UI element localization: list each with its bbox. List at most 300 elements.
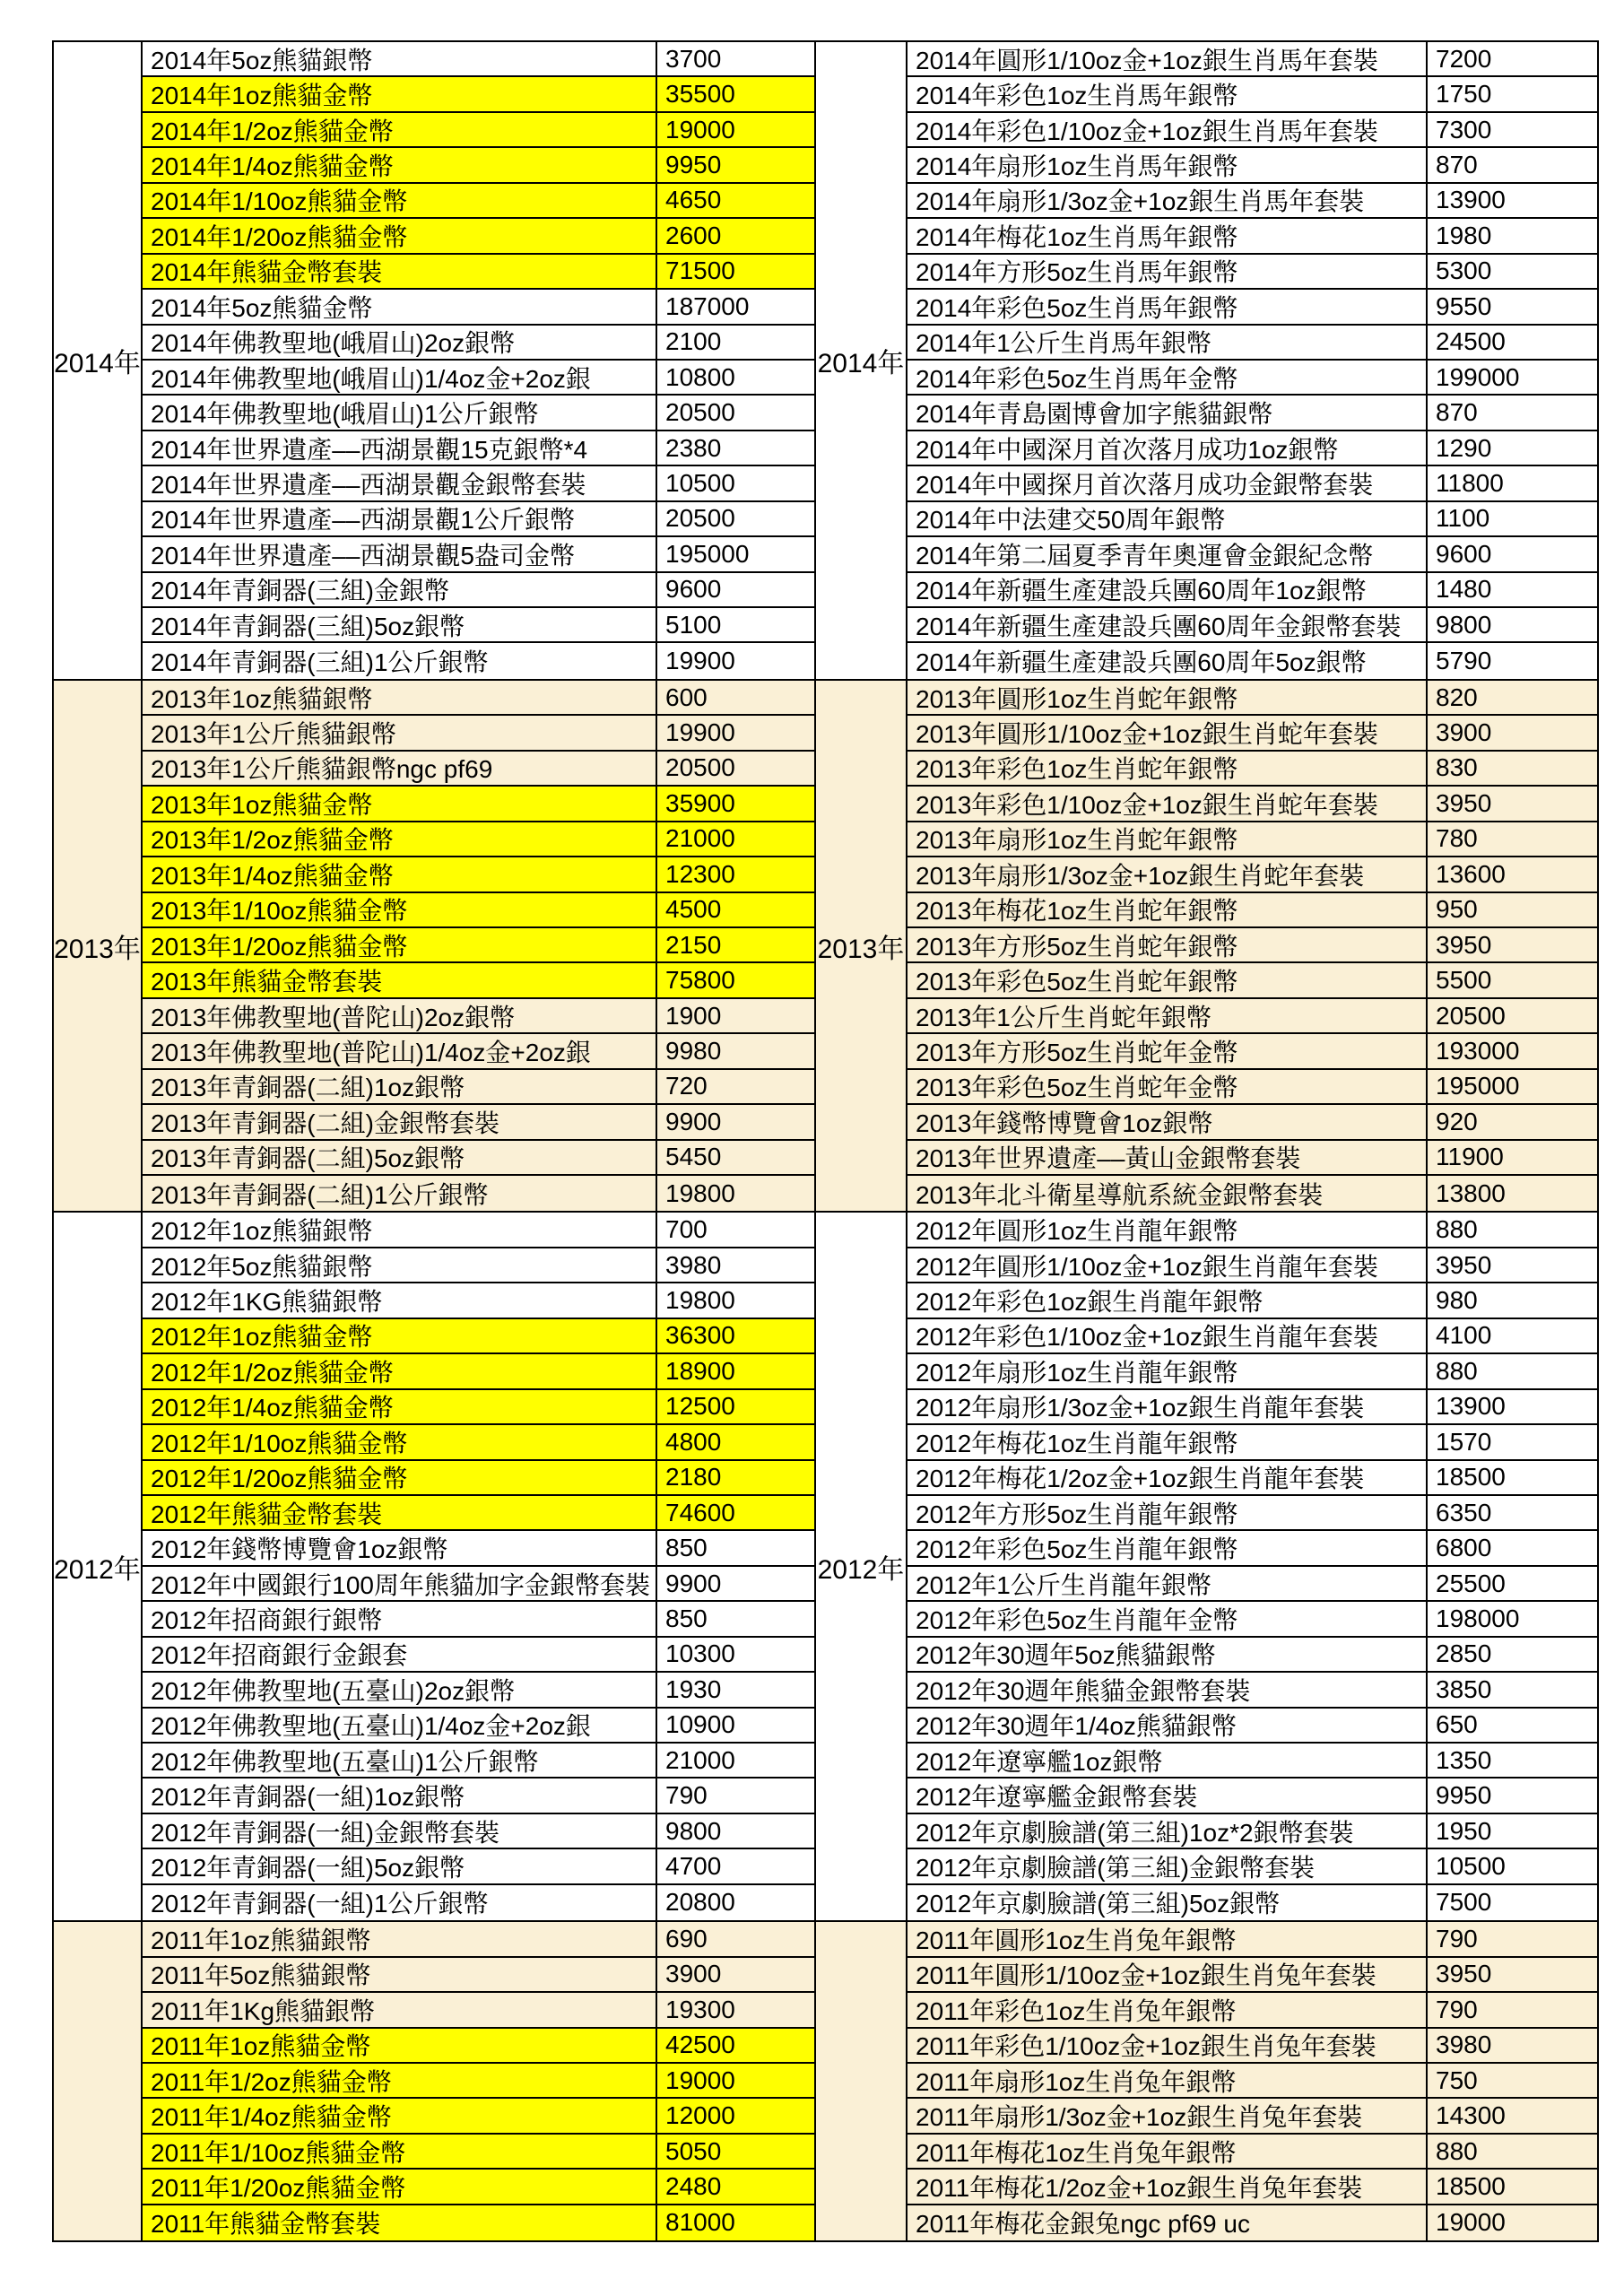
table-row — [143, 1141, 814, 1176]
table-row — [143, 893, 814, 928]
item-name-cell[interactable]: 2012年京劇臉譜(第三組)1oz*2銀幣套裝 — [908, 1814, 1428, 1848]
price-cell[interactable]: 880 — [1436, 2136, 1478, 2165]
price-cell[interactable]: 36300 — [665, 1321, 735, 1350]
table-row — [908, 963, 1597, 998]
year-label-cell[interactable]: 2013年 — [54, 681, 143, 1212]
price-cell[interactable]: 780 — [1436, 824, 1478, 853]
item-name-cell[interactable]: 2014年1oz熊貓金幣 — [143, 77, 657, 110]
price-cell[interactable]: 20500 — [665, 504, 735, 533]
item-name-cell[interactable]: 2012年佛教聖地(五臺山)1/4oz金+2oz銀 — [143, 1709, 657, 1742]
table-row — [908, 1354, 1597, 1389]
price-cell[interactable]: 12500 — [665, 1392, 735, 1421]
price-cell[interactable]: 750 — [1436, 2066, 1478, 2094]
price-cell[interactable]: 720 — [665, 1072, 708, 1100]
price-cell[interactable]: 19300 — [665, 1995, 735, 2023]
year-label-cell[interactable]: 2012年 — [816, 1213, 908, 1920]
year-section — [54, 679, 814, 1212]
price-cell[interactable]: 9550 — [1436, 291, 1492, 320]
item-name-cell[interactable]: 2013年青銅器(二組)1oz銀幣 — [143, 1070, 657, 1103]
price-cell[interactable]: 13900 — [1436, 186, 1506, 214]
price-cell[interactable]: 7300 — [1436, 115, 1492, 144]
table-row — [143, 1105, 814, 1140]
price-cell[interactable]: 3950 — [1436, 1250, 1492, 1279]
year-label-cell[interactable]: 2014年 — [816, 42, 908, 679]
item-name-cell[interactable]: 2013年1公斤生肖蛇年銀幣 — [908, 999, 1428, 1032]
item-name-cell[interactable]: 2013年1/10oz熊貓金幣 — [143, 893, 657, 926]
item-name-cell[interactable]: 2012年30週年1/4oz熊貓銀幣 — [908, 1709, 1428, 1742]
price-cell[interactable]: 700 — [665, 1215, 708, 1244]
price-cell[interactable]: 3950 — [1436, 1960, 1492, 1988]
item-name-cell[interactable]: 2014年青島園博會加字熊貓銀幣 — [908, 396, 1428, 429]
item-name-cell[interactable]: 2012年佛教聖地(五臺山)2oz銀幣 — [143, 1673, 657, 1706]
year-label-cell[interactable]: 2014年 — [54, 42, 143, 679]
price-cell[interactable]: 3700 — [665, 44, 722, 73]
price-cell[interactable]: 24500 — [1436, 327, 1506, 356]
item-name-cell[interactable]: 2013年青銅器(二組)金銀幣套裝 — [143, 1105, 657, 1138]
item-name-cell[interactable]: 2014年彩色1oz生肖馬年銀幣 — [908, 77, 1428, 110]
price-cell[interactable]: 650 — [1436, 1710, 1478, 1739]
table-row — [143, 1567, 814, 1602]
price-cell[interactable]: 3980 — [1436, 2031, 1492, 2059]
table-row — [143, 928, 814, 963]
item-name-cell[interactable]: 2011年彩色1oz生肖兔年銀幣 — [908, 1993, 1428, 2026]
item-name-cell[interactable]: 2013年1公斤熊貓銀幣 — [143, 716, 657, 749]
item-name-cell[interactable]: 2014年第二屆夏季青年奧運會金銀紀念幣 — [908, 537, 1428, 570]
price-cell[interactable]: 4700 — [665, 1852, 722, 1881]
price-cell[interactable]: 81000 — [665, 2208, 735, 2237]
price-cell[interactable]: 1750 — [1436, 80, 1492, 109]
table-row — [908, 643, 1597, 678]
item-name-cell[interactable]: 2012年彩色1oz銀生肖龍年銀幣 — [908, 1283, 1428, 1317]
price-cell[interactable]: 13900 — [1436, 1392, 1506, 1421]
price-cell[interactable]: 950 — [1436, 895, 1478, 924]
price-cell[interactable]: 4500 — [665, 895, 722, 924]
item-name-cell[interactable]: 2012年青銅器(一組)1公斤銀幣 — [143, 1885, 657, 1920]
item-name-cell[interactable]: 2013年青銅器(二組)1公斤銀幣 — [143, 1176, 657, 1211]
item-name-cell[interactable]: 2014年1/20oz熊貓金幣 — [143, 219, 657, 252]
price-cell[interactable]: 14300 — [1436, 2101, 1506, 2130]
price-cell[interactable]: 2150 — [665, 930, 722, 959]
price-cell[interactable]: 9950 — [1436, 1781, 1492, 1810]
item-name-cell[interactable]: 2012年中國銀行100周年熊貓加字金銀幣套裝 — [143, 1567, 657, 1600]
table-row — [908, 502, 1597, 537]
price-cell[interactable]: 18500 — [1436, 1463, 1506, 1492]
price-cell[interactable]: 9900 — [665, 1569, 722, 1597]
item-name-cell[interactable]: 2013年1oz熊貓金幣 — [143, 787, 657, 820]
item-name-cell[interactable]: 2013年圓形1/10oz金+1oz銀生肖蛇年套裝 — [908, 716, 1428, 749]
item-name-cell[interactable]: 2012年1/4oz熊貓金幣 — [143, 1390, 657, 1423]
section-rows — [143, 681, 814, 1212]
table-row — [908, 1176, 1597, 1211]
table-row — [143, 822, 814, 857]
item-name-cell[interactable]: 2013年青銅器(二組)5oz銀幣 — [143, 1141, 657, 1174]
item-name-cell[interactable]: 2012年1oz熊貓金幣 — [143, 1319, 657, 1352]
item-name-cell[interactable]: 2012年青銅器(一組)金銀幣套裝 — [143, 1814, 657, 1848]
price-cell[interactable]: 9980 — [665, 1036, 722, 1065]
item-name-cell[interactable]: 2013年錢幣博覽會1oz銀幣 — [908, 1105, 1428, 1138]
item-name-cell[interactable]: 2013年彩色1/10oz金+1oz銀生肖蛇年套裝 — [908, 787, 1428, 820]
table-row — [143, 681, 814, 716]
price-cell[interactable]: 2100 — [665, 327, 722, 356]
price-cell[interactable]: 18500 — [1436, 2171, 1506, 2200]
item-name-cell[interactable]: 2014年新疆生產建設兵團60周年5oz銀幣 — [908, 643, 1428, 678]
item-name-cell[interactable]: 2012年彩色5oz生肖龍年金幣 — [908, 1602, 1428, 1635]
price-cell[interactable]: 20500 — [665, 753, 735, 782]
year-section — [816, 1920, 1597, 2240]
item-name-cell[interactable]: 2012年30週年熊貓金銀幣套裝 — [908, 1673, 1428, 1706]
item-name-cell[interactable]: 2011年圓形1/10oz金+1oz銀生肖兔年套裝 — [908, 1958, 1428, 1991]
item-name-cell[interactable]: 2014年1/10oz熊貓金幣 — [143, 184, 657, 217]
price-cell[interactable]: 75800 — [665, 966, 735, 995]
price-cell[interactable]: 980 — [1436, 1286, 1478, 1315]
price-cell[interactable]: 11900 — [1436, 1143, 1504, 1171]
item-name-cell[interactable]: 2014年中國探月首次落月成功金銀幣套裝 — [908, 466, 1428, 500]
item-name-cell[interactable]: 2013年彩色1oz生肖蛇年銀幣 — [908, 752, 1428, 785]
price-cell[interactable]: 850 — [665, 1604, 708, 1632]
price-cell[interactable]: 1350 — [1436, 1745, 1492, 1774]
item-name-cell[interactable]: 2011年1/20oz熊貓金幣 — [143, 2170, 657, 2203]
item-name-cell[interactable]: 2013年佛教聖地(普陀山)1/4oz金+2oz銀 — [143, 1034, 657, 1067]
price-cell[interactable]: 18900 — [665, 1356, 735, 1385]
table-row — [908, 184, 1597, 219]
price-cell[interactable]: 19000 — [665, 2066, 735, 2094]
price-cell[interactable]: 12000 — [665, 2101, 735, 2130]
item-name-cell[interactable]: 2013年熊貓金幣套裝 — [143, 963, 657, 996]
year-label-cell[interactable] — [816, 1922, 908, 2240]
year-label-cell[interactable]: 2012年 — [54, 1213, 143, 1920]
item-name-cell[interactable]: 2012年招商銀行銀幣 — [143, 1602, 657, 1635]
price-cell[interactable]: 10500 — [1436, 1852, 1506, 1881]
item-name-cell[interactable]: 2012年扇形1oz生肖龍年銀幣 — [908, 1354, 1428, 1387]
table-row — [143, 643, 814, 678]
price-cell[interactable]: 790 — [665, 1781, 708, 1810]
table-row — [143, 963, 814, 998]
item-name-cell[interactable]: 2011年扇形1oz生肖兔年銀幣 — [908, 2064, 1428, 2097]
item-name-cell[interactable]: 2012年圓形1/10oz金+1oz銀生肖龍年套裝 — [908, 1248, 1428, 1282]
price-cell[interactable]: 10500 — [665, 468, 735, 497]
item-name-cell[interactable]: 2014年世界遺產––西湖景觀5盎司金幣 — [143, 537, 657, 570]
item-name-cell[interactable]: 2014年彩色5oz生肖馬年金幣 — [908, 361, 1428, 394]
price-cell[interactable]: 187000 — [665, 291, 750, 320]
item-name-cell[interactable]: 2014年佛教聖地(峨眉山)1/4oz金+2oz銀 — [143, 361, 657, 394]
item-name-cell[interactable]: 2014年1/2oz熊貓金幣 — [143, 113, 657, 146]
item-name-cell[interactable]: 2014年扇形1/3oz金+1oz銀生肖馬年套裝 — [908, 184, 1428, 217]
table-row — [143, 1993, 814, 2028]
item-name-cell[interactable]: 2012年1KG熊貓銀幣 — [143, 1283, 657, 1317]
table-row — [143, 1425, 814, 1460]
price-cell[interactable]: 1570 — [1436, 1427, 1492, 1456]
table-row — [143, 290, 814, 325]
table-row — [143, 1034, 814, 1069]
item-name-cell[interactable]: 2012年梅花1oz生肖龍年銀幣 — [908, 1425, 1428, 1458]
item-name-cell[interactable]: 2013年圓形1oz生肖蛇年銀幣 — [908, 681, 1428, 714]
price-cell[interactable]: 790 — [1436, 1924, 1478, 1952]
price-cell[interactable]: 850 — [665, 1534, 708, 1562]
price-cell[interactable]: 1950 — [1436, 1816, 1492, 1845]
price-cell[interactable]: 9600 — [1436, 539, 1492, 568]
year-label-cell[interactable] — [54, 1922, 143, 2240]
price-cell[interactable]: 7500 — [1436, 1888, 1492, 1917]
price-cell[interactable]: 19800 — [665, 1178, 735, 1207]
item-name-cell[interactable]: 2012年1/10oz熊貓金幣 — [143, 1425, 657, 1458]
price-cell[interactable]: 6350 — [1436, 1498, 1492, 1526]
price-cell[interactable]: 195000 — [1436, 1072, 1520, 1100]
price-cell[interactable]: 19900 — [665, 647, 735, 675]
price-cell[interactable]: 1930 — [665, 1674, 722, 1703]
price-cell[interactable]: 7200 — [1436, 44, 1492, 73]
table-row — [143, 1602, 814, 1637]
item-name-cell[interactable]: 2011年梅花金銀兔ngc pf69 uc — [908, 2205, 1428, 2240]
item-name-cell[interactable]: 2012年錢幣博覽會1oz銀幣 — [143, 1531, 657, 1564]
item-name-cell[interactable]: 2013年1/2oz熊貓金幣 — [143, 822, 657, 856]
price-cell[interactable]: 4800 — [665, 1427, 722, 1456]
price-cell[interactable]: 20500 — [665, 398, 735, 427]
price-cell[interactable]: 20800 — [665, 1888, 735, 1917]
section-rows — [143, 1922, 814, 2240]
price-cell[interactable]: 12300 — [665, 859, 735, 888]
item-name-cell[interactable]: 2013年扇形1oz生肖蛇年銀幣 — [908, 822, 1428, 856]
item-name-cell[interactable]: 2012年1公斤生肖龍年銀幣 — [908, 1567, 1428, 1600]
price-cell[interactable]: 790 — [1436, 1995, 1478, 2023]
price-cell[interactable]: 74600 — [665, 1498, 735, 1526]
price-cell[interactable]: 600 — [665, 683, 708, 711]
item-name-cell[interactable]: 2011年梅花1oz生肖兔年銀幣 — [908, 2135, 1428, 2168]
price-cell[interactable]: 9950 — [665, 151, 722, 179]
price-cell[interactable]: 2180 — [665, 1463, 722, 1492]
item-name-cell[interactable]: 2012年扇形1/3oz金+1oz銀生肖龍年套裝 — [908, 1390, 1428, 1423]
item-name-cell[interactable]: 2011年1Kg熊貓銀幣 — [143, 1993, 657, 2026]
item-name-cell[interactable]: 2014年中國深月首次落月成功1oz銀幣 — [908, 431, 1428, 465]
price-cell[interactable]: 1480 — [1436, 575, 1492, 604]
price-cell[interactable]: 5100 — [665, 610, 722, 639]
price-cell[interactable]: 20500 — [1436, 1001, 1506, 1030]
price-cell[interactable]: 3950 — [1436, 930, 1492, 959]
price-cell[interactable]: 5790 — [1436, 647, 1492, 675]
item-name-cell[interactable]: 2011年圓形1oz生肖兔年銀幣 — [908, 1922, 1428, 1955]
item-name-cell[interactable]: 2013年方形5oz生肖蛇年金幣 — [908, 1034, 1428, 1067]
table-row — [908, 1496, 1597, 1531]
item-name-cell[interactable]: 2014年1公斤生肖馬年銀幣 — [908, 326, 1428, 359]
price-cell[interactable]: 199000 — [1436, 362, 1520, 391]
item-name-cell[interactable]: 2014年梅花1oz生肖馬年銀幣 — [908, 219, 1428, 252]
item-name-cell[interactable]: 2014年彩色1/10oz金+1oz銀生肖馬年套裝 — [908, 113, 1428, 146]
item-name-cell[interactable]: 2011年梅花1/2oz金+1oz銀生肖兔年套裝 — [908, 2170, 1428, 2203]
item-name-cell[interactable]: 2013年世界遺產––黃山金銀幣套裝 — [908, 1141, 1428, 1174]
table-row — [908, 42, 1597, 77]
price-cell[interactable]: 19000 — [1436, 2208, 1506, 2237]
item-name-cell[interactable]: 2013年梅花1oz生肖蛇年銀幣 — [908, 893, 1428, 926]
item-name-cell[interactable]: 2012年1/2oz熊貓金幣 — [143, 1354, 657, 1387]
price-cell[interactable]: 820 — [1436, 683, 1478, 711]
item-name-cell[interactable]: 2013年方形5oz生肖蛇年銀幣 — [908, 928, 1428, 961]
price-cell[interactable]: 6800 — [1436, 1534, 1492, 1562]
price-cell[interactable]: 3850 — [1436, 1674, 1492, 1703]
table-row — [143, 1496, 814, 1531]
item-name-cell[interactable]: 2012年梅花1/2oz金+1oz銀生肖龍年套裝 — [908, 1461, 1428, 1494]
item-name-cell[interactable]: 2011年1/2oz熊貓金幣 — [143, 2064, 657, 2097]
item-name-cell[interactable]: 2012年1/20oz熊貓金幣 — [143, 1461, 657, 1494]
item-name-cell[interactable]: 2013年彩色5oz生肖蛇年金幣 — [908, 1070, 1428, 1103]
item-name-cell[interactable]: 2014年青銅器(三組)1公斤銀幣 — [143, 643, 657, 678]
price-cell[interactable]: 195000 — [665, 539, 750, 568]
item-name-cell[interactable]: 2012年佛教聖地(五臺山)1公斤銀幣 — [143, 1744, 657, 1777]
table-row — [143, 255, 814, 290]
item-name-cell[interactable]: 2014年中法建交50周年銀幣 — [908, 502, 1428, 535]
table-row — [143, 787, 814, 822]
price-cell[interactable]: 11800 — [1436, 468, 1504, 497]
price-cell[interactable]: 19000 — [665, 115, 735, 144]
price-cell[interactable]: 5050 — [665, 2136, 722, 2165]
item-name-cell[interactable]: 2012年30週年5oz熊貓銀幣 — [908, 1638, 1428, 1671]
price-cell[interactable]: 10900 — [665, 1710, 735, 1739]
table-row — [908, 1105, 1597, 1140]
price-cell[interactable]: 4100 — [1436, 1321, 1492, 1350]
table-row — [143, 2170, 814, 2205]
item-name-cell[interactable]: 2014年熊貓金幣套裝 — [143, 255, 657, 288]
item-name-cell[interactable]: 2014年扇形1oz生肖馬年銀幣 — [908, 148, 1428, 181]
table-row — [143, 326, 814, 361]
item-name-cell[interactable]: 2014年5oz熊貓金幣 — [143, 290, 657, 323]
item-name-cell[interactable]: 2012年1oz熊貓銀幣 — [143, 1213, 657, 1246]
price-cell[interactable]: 870 — [1436, 151, 1478, 179]
item-name-cell[interactable]: 2012年方形5oz生肖龍年銀幣 — [908, 1496, 1428, 1529]
price-cell[interactable]: 10800 — [665, 362, 735, 391]
price-cell[interactable]: 193000 — [1436, 1036, 1520, 1065]
price-cell[interactable]: 2380 — [665, 433, 722, 462]
price-cell[interactable]: 2480 — [665, 2171, 722, 2200]
table-row — [143, 1390, 814, 1425]
price-cell[interactable]: 870 — [1436, 398, 1478, 427]
item-name-cell[interactable]: 2014年5oz熊貓銀幣 — [143, 42, 657, 75]
item-name-cell[interactable]: 2013年1/20oz熊貓金幣 — [143, 928, 657, 961]
price-cell[interactable]: 920 — [1436, 1107, 1478, 1135]
price-cell[interactable]: 3980 — [665, 1250, 722, 1279]
price-cell[interactable]: 35500 — [665, 80, 735, 109]
item-name-cell[interactable]: 2012年遼寧艦金銀幣套裝 — [908, 1779, 1428, 1812]
item-name-cell[interactable]: 2014年彩色5oz生肖馬年銀幣 — [908, 290, 1428, 323]
price-cell[interactable]: 4650 — [665, 186, 722, 214]
item-name-cell[interactable]: 2013年彩色5oz生肖蛇年銀幣 — [908, 963, 1428, 996]
table-row — [908, 1319, 1597, 1354]
price-cell[interactable]: 19900 — [665, 718, 735, 747]
item-name-cell[interactable]: 2011年1oz熊貓金幣 — [143, 2029, 657, 2062]
item-name-cell[interactable]: 2012年彩色5oz生肖龍年銀幣 — [908, 1531, 1428, 1564]
item-name-cell[interactable]: 2013年佛教聖地(普陀山)2oz銀幣 — [143, 999, 657, 1032]
price-cell[interactable]: 880 — [1436, 1356, 1478, 1385]
item-name-cell[interactable]: 2013年1/4oz熊貓金幣 — [143, 857, 657, 891]
price-cell[interactable]: 21000 — [665, 1745, 735, 1774]
price-cell[interactable]: 10300 — [665, 1639, 735, 1668]
price-cell[interactable]: 19800 — [665, 1286, 735, 1315]
price-cell[interactable]: 2600 — [665, 221, 722, 249]
price-cell[interactable]: 198000 — [1436, 1604, 1520, 1632]
item-name-cell[interactable]: 2012年京劇臉譜(第三組)5oz銀幣 — [908, 1885, 1428, 1920]
item-name-cell[interactable]: 2012年京劇臉譜(第三組)金銀幣套裝 — [908, 1849, 1428, 1883]
price-cell[interactable]: 3950 — [1436, 788, 1492, 817]
price-cell[interactable]: 35900 — [665, 788, 735, 817]
price-cell[interactable]: 1100 — [1436, 504, 1490, 533]
price-cell[interactable]: 71500 — [665, 257, 735, 285]
price-cell[interactable]: 1900 — [665, 1001, 722, 1030]
price-cell[interactable]: 5450 — [665, 1143, 722, 1171]
table-row — [908, 326, 1597, 361]
table-row — [143, 2135, 814, 2170]
item-name-cell[interactable]: 2011年熊貓金幣套裝 — [143, 2205, 657, 2240]
price-cell[interactable]: 21000 — [665, 824, 735, 853]
table-row — [143, 77, 814, 112]
item-name-cell[interactable]: 2013年1公斤熊貓銀幣ngc pf69 — [143, 752, 657, 785]
item-name-cell[interactable]: 2012年圓形1oz生肖龍年銀幣 — [908, 1213, 1428, 1246]
item-name-cell[interactable]: 2012年熊貓金幣套裝 — [143, 1496, 657, 1529]
table-row — [908, 1034, 1597, 1069]
table-row — [143, 1248, 814, 1283]
item-name-cell[interactable]: 2014年世界遺產––西湖景觀15克銀幣*4 — [143, 431, 657, 465]
price-cell[interactable]: 13600 — [1436, 859, 1506, 888]
item-name-cell[interactable]: 2012年青銅器(一組)5oz銀幣 — [143, 1849, 657, 1883]
price-cell[interactable]: 9800 — [665, 1816, 722, 1845]
year-label-cell[interactable]: 2013年 — [816, 681, 908, 1212]
price-cell[interactable]: 9800 — [1436, 610, 1492, 639]
item-name-cell[interactable]: 2014年新疆生產建設兵團60周年1oz銀幣 — [908, 573, 1428, 606]
item-name-cell[interactable]: 2014年世界遺產––西湖景觀金銀幣套裝 — [143, 466, 657, 500]
price-cell[interactable]: 1290 — [1436, 433, 1492, 462]
price-cell[interactable]: 1980 — [1436, 221, 1492, 249]
item-name-cell[interactable]: 2012年青銅器(一組)1oz銀幣 — [143, 1779, 657, 1812]
price-cell[interactable]: 9900 — [665, 1107, 722, 1135]
price-cell[interactable]: 3900 — [1436, 718, 1492, 747]
item-name-cell[interactable]: 2013年扇形1/3oz金+1oz銀生肖蛇年套裝 — [908, 857, 1428, 891]
item-name-cell[interactable]: 2014年青銅器(三組)金銀幣 — [143, 573, 657, 606]
item-name-cell[interactable]: 2014年佛教聖地(峨眉山)1公斤銀幣 — [143, 396, 657, 429]
item-name-cell[interactable]: 2014年方形5oz生肖馬年銀幣 — [908, 255, 1428, 288]
item-name-cell[interactable]: 2014年青銅器(三組)5oz銀幣 — [143, 608, 657, 641]
price-cell[interactable]: 25500 — [1436, 1569, 1506, 1597]
item-name-cell[interactable]: 2011年1oz熊貓銀幣 — [143, 1922, 657, 1955]
item-name-cell[interactable]: 2014年世界遺產––西湖景觀1公斤銀幣 — [143, 502, 657, 535]
item-name-cell[interactable]: 2011年5oz熊貓銀幣 — [143, 1958, 657, 1991]
price-cell[interactable]: 2850 — [1436, 1639, 1492, 1668]
item-name-cell[interactable]: 2014年佛教聖地(峨眉山)2oz銀幣 — [143, 326, 657, 359]
price-cell[interactable]: 9600 — [665, 575, 722, 604]
item-name-cell[interactable]: 2014年1/4oz熊貓金幣 — [143, 148, 657, 181]
table-row — [908, 1849, 1597, 1884]
item-name-cell[interactable]: 2013年北斗衛星導航系統金銀幣套裝 — [908, 1176, 1428, 1211]
item-name-cell[interactable]: 2011年1/4oz熊貓金幣 — [143, 2099, 657, 2132]
item-name-cell[interactable]: 2012年5oz熊貓銀幣 — [143, 1248, 657, 1282]
item-name-cell[interactable]: 2012年招商銀行金銀套 — [143, 1638, 657, 1671]
price-cell[interactable]: 42500 — [665, 2031, 735, 2059]
price-cell[interactable]: 3900 — [665, 1960, 722, 1988]
price-cell[interactable]: 5500 — [1436, 966, 1492, 995]
price-cell[interactable]: 13800 — [1436, 1178, 1506, 1207]
price-cell[interactable]: 690 — [665, 1924, 708, 1952]
year-section — [54, 1211, 814, 1920]
item-name-cell[interactable]: 2011年彩色1/10oz金+1oz銀生肖兔年套裝 — [908, 2029, 1428, 2062]
price-cell[interactable]: 5300 — [1436, 257, 1492, 285]
item-name-cell[interactable]: 2012年遼寧艦1oz銀幣 — [908, 1744, 1428, 1777]
item-name-cell[interactable]: 2014年新疆生產建設兵團60周年金銀幣套裝 — [908, 608, 1428, 641]
price-cell[interactable]: 830 — [1436, 753, 1478, 782]
item-name-cell[interactable]: 2012年彩色1/10oz金+1oz銀生肖龍年套裝 — [908, 1319, 1428, 1352]
item-name-cell[interactable]: 2011年扇形1/3oz金+1oz銀生肖兔年套裝 — [908, 2099, 1428, 2132]
item-name-cell[interactable]: 2014年圓形1/10oz金+1oz銀生肖馬年套裝 — [908, 42, 1428, 75]
table-row — [143, 1354, 814, 1389]
table-row — [908, 1531, 1597, 1566]
price-cell[interactable]: 880 — [1436, 1215, 1478, 1244]
table-row — [908, 255, 1597, 290]
item-name-cell[interactable]: 2011年1/10oz熊貓金幣 — [143, 2135, 657, 2168]
item-name-cell[interactable]: 2013年1oz熊貓銀幣 — [143, 681, 657, 714]
